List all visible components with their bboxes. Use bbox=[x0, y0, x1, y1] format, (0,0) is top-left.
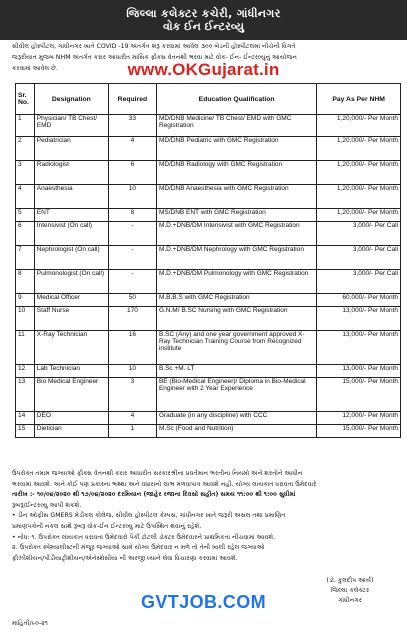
table-row bbox=[16, 412, 401, 425]
cell-required: - bbox=[108, 222, 156, 246]
table-row bbox=[16, 270, 401, 294]
cell-pay: 15,000/- Per Month bbox=[317, 425, 401, 438]
cell-pay: 1,20,000/- Per Month bbox=[317, 161, 401, 185]
cell-designation: Pediatrician bbox=[34, 137, 108, 161]
cell-education: MD/DNB Medicine/ TB Chest/ EMD with GMC Registration bbox=[156, 115, 316, 137]
cell-required: - bbox=[108, 246, 156, 270]
cell-sr-no: 12 bbox=[16, 365, 35, 378]
cell-required: 4 bbox=[108, 412, 156, 425]
note-line: તારીખ :- ૧૦/૦૪/૨૦૨૦ થી ૧૭/૦૪/૨૦૨૦ દરમિયાન (જાહેર રજાના દિવસો સહીત) સમય ૧૧:૦૦ થી ૧:૦૦ સુધીમાં bbox=[12, 491, 296, 499]
cell-education: Graduate (in any discipline) with CCC bbox=[156, 412, 316, 425]
cell-sr-no: 3 bbox=[16, 161, 35, 185]
cell-pay: 15,000/- Per Month bbox=[317, 378, 401, 412]
cell-sr-no: 11 bbox=[16, 331, 35, 365]
cell-education: MS/DNB ENT with GMC Registration bbox=[156, 209, 316, 222]
note-line: • નોંધ: ૧. ઉપરોક્ત લાયકાત ધરાવતા ઉમેદવારો પૈકી ટોટલી ડોક્ટર ઉમેદવારને પ્રાથમિકતા નીચવામાં આવશે. bbox=[12, 533, 276, 541]
col-education: Education Qualification bbox=[156, 84, 316, 115]
table-row bbox=[16, 378, 401, 412]
cell-sr-no: 1 bbox=[16, 115, 35, 137]
note-line: ફીઝીશીયન/પીડીયાટ્રીશીયન/એનેસ્થેસીયા ની અરજી ધ્યાને લેવા વિચારણા કરવામાં આવશે. bbox=[12, 554, 238, 562]
cell-required: - bbox=[108, 270, 156, 294]
cell-designation: Anaesthesia bbox=[34, 185, 108, 209]
cell-pay: 13,000/- Per Month bbox=[317, 307, 401, 331]
cell-designation: Pulmonologist (On call) bbox=[34, 270, 108, 294]
table-row bbox=[16, 161, 401, 185]
cell-sr-no: 14 bbox=[16, 412, 35, 425]
okgujarat-watermark: www.OKGujarat.in bbox=[127, 60, 280, 79]
col-pay: Pay As Per NHM bbox=[317, 84, 401, 115]
note-line: રૂબરૂ/ઈન્ટરવ્યુ આપી શકશે. bbox=[12, 501, 82, 509]
col-required: Required bbox=[108, 84, 156, 115]
cell-education: MD/DNB Anaesthesia with GMC Registration bbox=[156, 185, 316, 209]
table-row bbox=[16, 222, 401, 246]
cell-pay: 1,20,000/- Per Month bbox=[317, 115, 401, 137]
intro-line: કરવામાં આવેલ છે. bbox=[12, 65, 58, 72]
cell-designation: Intensivist (On call) bbox=[34, 222, 108, 246]
cell-sr-no: 6 bbox=[16, 222, 35, 246]
cell-sr-no: 9 bbox=[16, 294, 35, 307]
cell-education: M.D.+DNB/DM Pulmonology with GMC Registration bbox=[156, 270, 316, 294]
cell-designation: Physician/ TB Chest/ EMD bbox=[34, 115, 108, 137]
cell-required: 8 bbox=[108, 209, 156, 222]
walk-in-title: વોક ઈન ઈન્ટરવ્યુ bbox=[162, 20, 245, 33]
cell-sr-no: 13 bbox=[16, 378, 35, 412]
gvtjob-watermark: GVTJOB.COM bbox=[140, 592, 266, 612]
cell-education: M.B.B.S with GMC Registration bbox=[156, 294, 316, 307]
cell-education: M.Sc (Food and Nutrition) bbox=[156, 425, 316, 438]
cell-required: 10 bbox=[108, 365, 156, 378]
table-row bbox=[16, 331, 401, 365]
table-row bbox=[16, 185, 401, 209]
table-row bbox=[16, 209, 401, 222]
note-line: ૨. ઉપરોક્ત સ્પેશ્યાલીસ્ટની મંજૂર જગ્યાઓ સામે યોગ્ય ઉમેદવાર ન મળે તો તેની ખાલી રહેલ જગ્યાઓ bbox=[12, 544, 265, 552]
cell-designation: Staff Nurse bbox=[34, 307, 108, 331]
col-designation: Designation bbox=[34, 84, 108, 115]
cell-pay: 12,000/- Per Month bbox=[317, 412, 401, 425]
cell-education: B.Sc +M. LT bbox=[156, 365, 316, 378]
cell-education: M.D.+DNB/DM Nephrology with GMC Registration bbox=[156, 246, 316, 270]
table-header-row bbox=[16, 84, 401, 115]
intro-line: જરૂરીયાત મુજબ NHM અંતર્ગત કરાર આધારીત માસિક ફીક્સ વેતનથી ભરવા માટે વોક- ઈન- ઈન્ટરવ્યુનું આયોજન bbox=[12, 54, 297, 61]
table-row bbox=[16, 307, 401, 331]
cell-pay: 13,000/- Per Month bbox=[317, 365, 401, 378]
cell-required: 6 bbox=[108, 161, 156, 185]
cell-sr-no: 5 bbox=[16, 209, 35, 222]
cell-education: MD/DNB Pediatric with GMC Registration bbox=[156, 137, 316, 161]
cell-education: B.SC (Any) and one year government approved X-Ray Technician Training Course from Recognized institute bbox=[156, 331, 316, 365]
cell-required: 1 bbox=[108, 425, 156, 438]
table-row bbox=[16, 425, 401, 438]
cell-required: 33 bbox=[108, 115, 156, 137]
cell-required: 4 bbox=[108, 137, 156, 161]
vacancy-table bbox=[15, 83, 401, 438]
cell-required: 3 bbox=[108, 378, 156, 412]
note-line: ભરવામાં આવશે. અને કોઈ પણ પ્રકારના ભથ્થા અને વધારાનો લાભ મળવાપાત્ર આવશે નહી. યોગ્ય લાયકાત ધરાવતા ઉમેદવારે bbox=[12, 480, 317, 488]
cell-pay: 1,20,000/- Per Month bbox=[317, 185, 401, 209]
cell-pay: 3,000/- Per Call bbox=[317, 270, 401, 294]
cell-required: 170 bbox=[108, 307, 156, 331]
cell-designation: ENT bbox=[34, 209, 108, 222]
table-row bbox=[16, 246, 401, 270]
cell-sr-no: 2 bbox=[16, 137, 35, 161]
signatory-title: જિલ્લા કલેક્ટર bbox=[330, 587, 370, 594]
reference-number: માહિતી/૯૦-૨૧ bbox=[12, 620, 48, 627]
terms-notes bbox=[12, 469, 402, 564]
cell-designation: Lab Technician bbox=[34, 365, 108, 378]
cell-required: 10 bbox=[108, 185, 156, 209]
notice-header bbox=[0, 0, 407, 40]
cell-pay: 3,000/- Per Call bbox=[317, 246, 401, 270]
cell-education: G.N.M/ B.SC Nursing with GMC Registration bbox=[156, 307, 316, 331]
cell-sr-no: 4 bbox=[16, 185, 35, 209]
office-title: જિલ્લા કલેક્ટર કચેરી, ગાંધીનગર bbox=[126, 7, 281, 20]
cell-pay: 3,000/- Per Call bbox=[317, 222, 401, 246]
table-row bbox=[16, 294, 401, 307]
signatory-place: ગાંધીનગર bbox=[338, 597, 362, 604]
table-row bbox=[16, 137, 401, 161]
signatory-name: (ડો. કુલદીપ આર્ય) bbox=[326, 577, 374, 584]
note-line: ઉપરોક્ત તમામ જગ્યાઓ ફીક્સ વેતનથી કરાર આધારીત સરકારશ્રીના પ્રવર્તમાન ભરતીના નિયમો અને શરતોને આધીન bbox=[12, 470, 303, 477]
table-row bbox=[16, 365, 401, 378]
cell-education: M.D.+DNB/DM Intensivist with GMC Registration bbox=[156, 222, 316, 246]
cell-designation: Nephrologist (On call) bbox=[34, 246, 108, 270]
cell-designation: Medical Officer bbox=[34, 294, 108, 307]
cell-designation: Dietician bbox=[34, 425, 108, 438]
note-line: • ડીન ઓફીસ GMERS મેડીકલ કોલેજ, સીવીલ હોસ્પીટલ કેમ્પસ, ગાંધીનગર ખાતે જરૂરી અસલ તથા પ્રમાણિત bbox=[12, 512, 286, 520]
cell-sr-no: 10 bbox=[16, 307, 35, 331]
cell-education: MD/DNB Radiology with GMC Registration bbox=[156, 161, 316, 185]
table-row bbox=[16, 115, 401, 137]
cell-education: BE (Bio-Medical Engineer)/ Diploma in Bio-Medical Engineer with 2 Year Experience bbox=[156, 378, 316, 412]
cell-pay: 1,20,000/- Per Month bbox=[317, 209, 401, 222]
cell-designation: Bio Medical Engineer bbox=[34, 378, 108, 412]
cell-designation: X-Ray Technician bbox=[34, 331, 108, 365]
cell-pay: 13,000/- Per Month bbox=[317, 331, 401, 365]
cell-required: 16 bbox=[108, 331, 156, 365]
col-sr-no: Sr. No. bbox=[16, 84, 35, 115]
intro-line: સીવીલ હોસ્પીટલ, ગાંધીનગર ખાતે COVID -19 અંતર્ગત શરૂ કરવામાં આવેલ ૩૦૦ બેડની હોસ્પીટલમાં નીચેની વિગતે bbox=[12, 43, 296, 50]
cell-pay: 1,20,000/- Per Month bbox=[317, 137, 401, 161]
cell-sr-no: 8 bbox=[16, 270, 35, 294]
note-line: પ્રમાણપત્રોની નકલ સાથે રૂબરૂ વોક-ઈન ઈન્ટરવ્યુ માટે ઉપસ્થિત થવાનું રહેશે. bbox=[12, 522, 202, 530]
cell-designation: Radiologist bbox=[34, 161, 108, 185]
cell-sr-no: 15 bbox=[16, 425, 35, 438]
cell-designation: DEO bbox=[34, 412, 108, 425]
cell-required: 50 bbox=[108, 294, 156, 307]
cell-pay: 60,000/- Per Month bbox=[317, 294, 401, 307]
cell-sr-no: 7 bbox=[16, 246, 35, 270]
